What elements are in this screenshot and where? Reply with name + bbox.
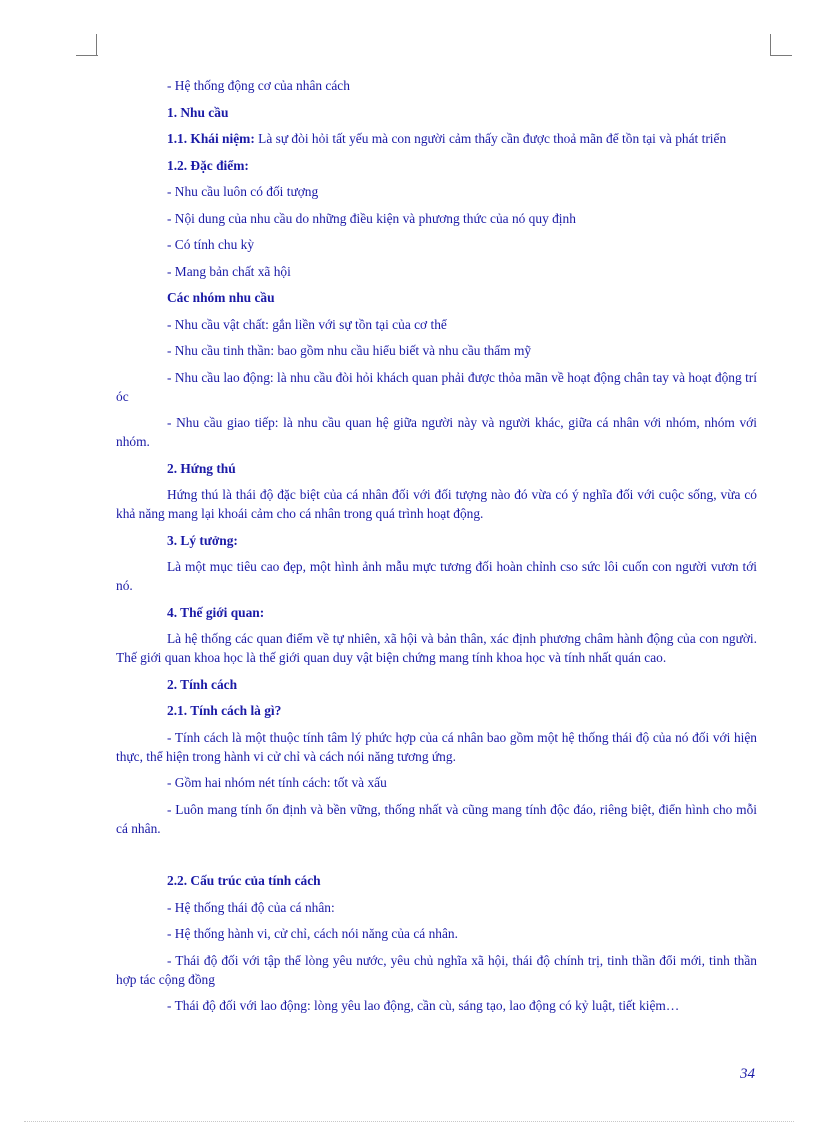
paragraph [116,341,757,360]
paragraph-text: - Nội dung của nhu cầu do những điều kiện và phương thức của nó quy định [167,210,576,226]
paragraph-text: - Hệ thống động cơ của nhân cách [167,78,350,93]
paragraph-text: 1. Nhu cầu [167,104,229,120]
paragraph-text: - Luôn mang tính ổn định và bền vững, thống nhất và cũng mang tính độc đáo, riêng biệt, điển hình cho mỗi cá nhân. [116,801,757,836]
paragraph-text: Là một mục tiêu cao đẹp, một hình ảnh mẫu mực tương đối hoàn chỉnh cso sức lôi cuốn con người vươn tới nó. [116,559,757,593]
page-number: 34 [740,1066,755,1082]
inline-term: 1.1. Khái niệm: [167,131,255,146]
section-heading [116,103,757,122]
crop-mark-top-left-h [76,55,98,56]
paragraph-text: - Nhu cầu lao động: là nhu cầu đòi hỏi khách quan phải được thỏa mãn về hoạt động chân tay và hoạt động trí óc [116,369,757,404]
paragraph [116,951,757,989]
paragraph [116,315,757,334]
crop-mark-top-right-h [770,55,792,56]
section-heading [116,871,757,890]
paragraph-text: - Thái độ đối với lao động: lòng yêu lao động, cần cù, sáng tạo, lao động có kỷ luật, tiết kiệm… [167,998,680,1013]
paragraph [116,209,757,228]
paragraph [116,996,757,1015]
paragraph [116,182,757,201]
paragraph-text: Là sự đòi hỏi tất yếu mà con người cảm thấy cần được thoả mãn để tồn tại và phát triển [254,131,727,146]
paragraph [116,898,757,917]
paragraph [116,485,757,523]
section-heading [116,156,757,175]
paragraph [116,557,757,595]
paragraph-text: 2.1. Tính cách là gì? [167,703,282,718]
paragraph-text: - Tính cách là một thuộc tính tâm lý phức hợp của cá nhân bao gồm một hệ thống thái độ của nó đối với hiện thực, thể hiện trong hành vi cử chỉ và cách nói năng tương ứng. [116,729,757,764]
page-edge-dotted-line [24,1121,794,1122]
paragraph [116,728,757,766]
paragraph-text: 3. Lý tưởng: [167,532,238,548]
section-heading [116,288,757,307]
paragraph [116,76,757,95]
paragraph-text: 2.2. Cấu trúc của tính cách [167,873,321,888]
paragraph-text: - Nhu cầu luôn có đối tượng [167,184,319,199]
paragraph-text: 2. Tính cách [167,676,238,692]
page-content [116,76,757,1023]
paragraph-text: - Thái độ đối với tập thể lòng yêu nước, yêu chủ nghĩa xã hội, thái độ chính trị, tinh thần đổi mới, tinh thần hợp tác cộng đồng [116,952,757,987]
paragraph-text: 2. Hứng thú [167,460,236,476]
paragraph-text: - Nhu cầu vật chất: gắn liền với sự tồn tại của cơ thể [167,316,447,332]
section-heading [116,675,757,694]
paragraph [116,800,757,838]
section-heading [116,459,757,478]
paragraph-text: - Nhu cầu tinh thần: bao gồm nhu cầu hiểu biết và nhu cầu thẩm mỹ [167,343,532,358]
paragraph [116,235,757,254]
paragraph [116,262,757,281]
paragraph-text: - Gồm hai nhóm nét tính cách: tốt và xấu [167,775,387,790]
section-gap [116,845,757,871]
section-heading [116,603,757,622]
paragraph-text: 4. Thế giới quan: [167,604,265,620]
paragraph [116,924,757,943]
paragraph-text: Các nhóm nhu cầu [167,290,275,305]
paragraph [116,129,757,148]
section-heading [116,531,757,550]
paragraph [116,629,757,667]
paragraph-text: - Hệ thống thái độ của cá nhân: [167,899,335,915]
crop-mark-top-left-v [96,34,97,56]
paragraph [116,773,757,792]
paragraph-text: 1.2. Đặc điểm: [167,157,249,173]
crop-mark-top-right-v [770,34,771,56]
paragraph-text: - Mang bản chất xã hội [167,263,291,279]
paragraph [116,368,757,406]
paragraph-text: - Nhu cầu giao tiếp: là nhu cầu quan hệ giữa người này và người khác, giữa cá nhân với nhóm, nhóm với nhóm. [116,415,757,449]
paragraph [116,413,757,451]
paragraph-text: Là hệ thống các quan điểm về tự nhiên, xã hội và bản thân, xác định phương châm hành động của con người. Thế giới quan khoa học là thế giới quan duy vật biện chứng mang tính khoa học và tính nhất quán cao. [116,631,757,665]
section-heading [116,701,757,720]
paragraph-text: - Có tính chu kỳ [167,237,255,252]
paragraph-text: - Hệ thống hành vi, cử chỉ, cách nói năng của cá nhân. [167,926,458,941]
paragraph-text: Hứng thú là thái độ đặc biệt của cá nhân đối với đối tượng nào đó vừa có ý nghĩa đối với cuộc sống, vừa có khả năng mang lại khoái cảm cho cá nhân trong quá trình hoạt động. [116,487,757,521]
